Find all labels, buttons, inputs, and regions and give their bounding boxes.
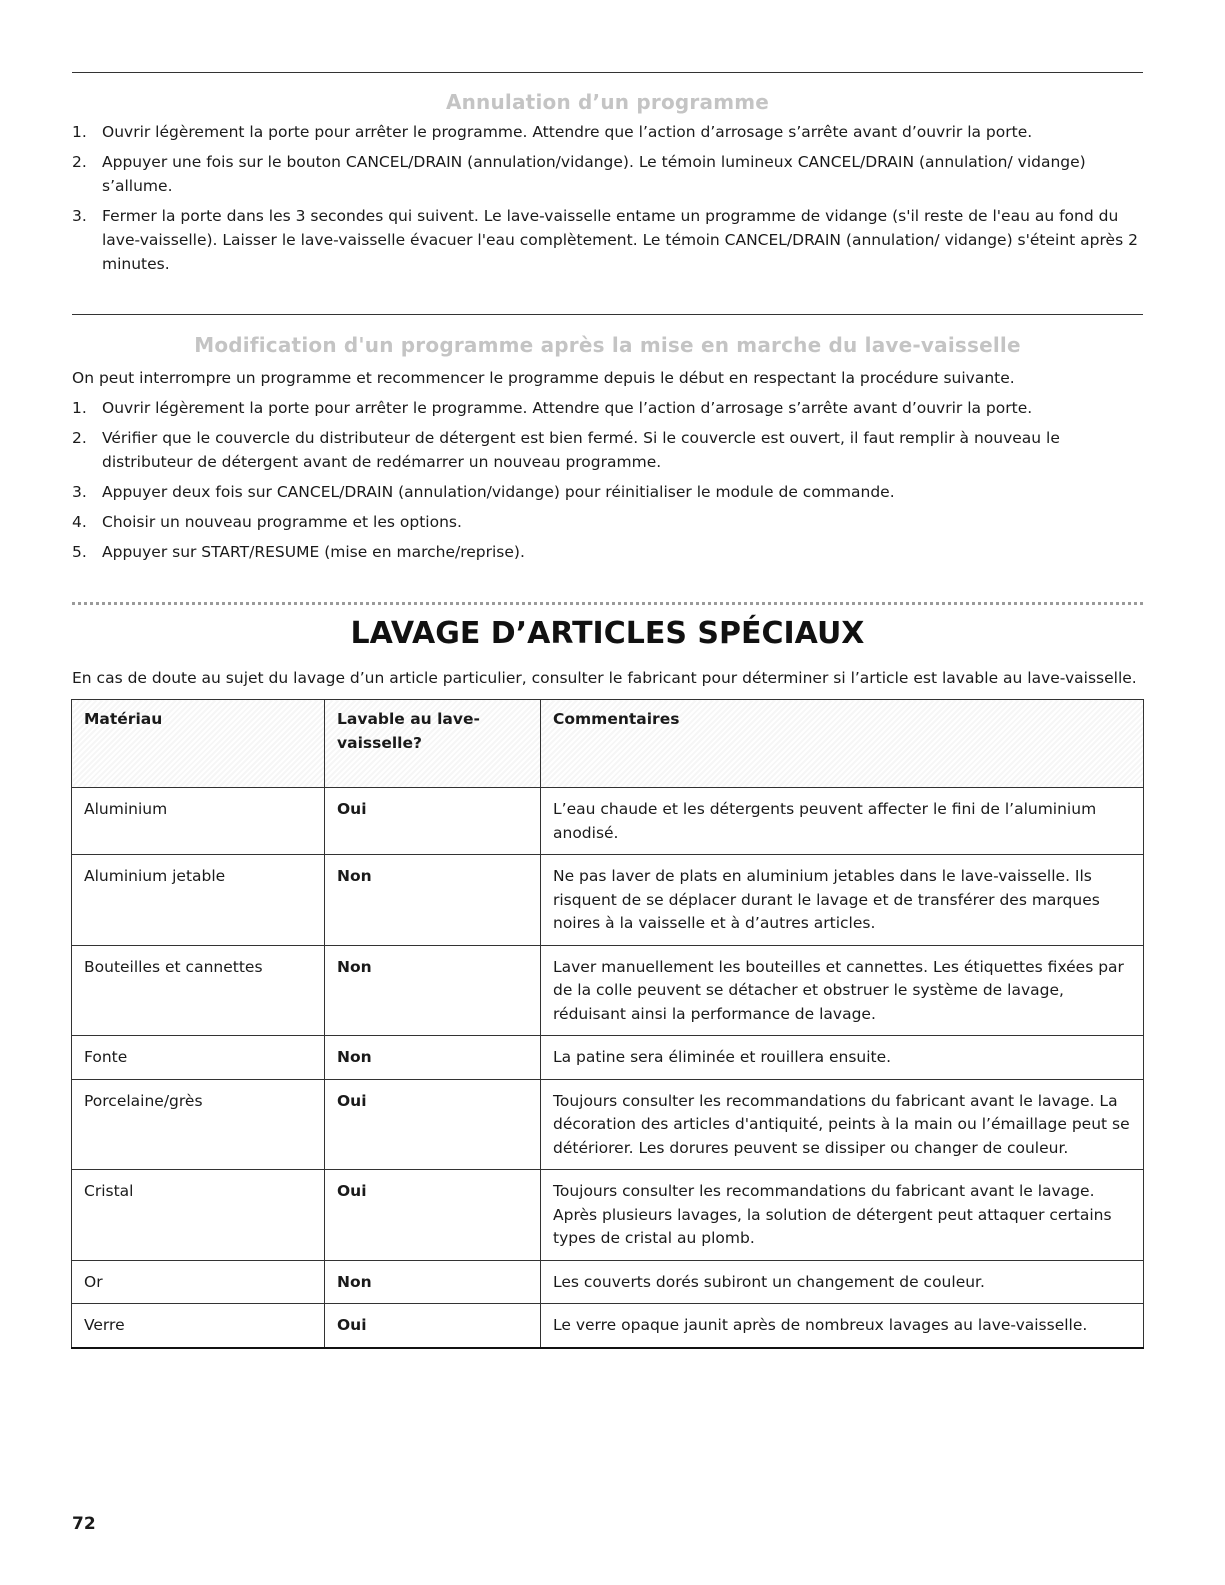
- step-text: Appuyer deux fois sur CANCEL/DRAIN (annulation/vidange) pour réinitialiser le module de commande.: [102, 483, 895, 501]
- table-row: [72, 1036, 1144, 1080]
- page-number: 72: [72, 1514, 96, 1534]
- step-text: Appuyer une fois sur le bouton CANCEL/DRAIN (annulation/vidange). Le témoin lumineux CANCEL/DRAIN (annulation/ vidange) s’allume.: [102, 153, 1086, 195]
- header-comments: Commentaires: [541, 700, 1144, 788]
- section-title-modify: Modification d'un programme après la mise en marche du lave-vaisselle: [194, 333, 1021, 357]
- table-row: [72, 1079, 1144, 1170]
- table-header-row: [72, 700, 1144, 788]
- cell-material: Aluminium: [72, 788, 325, 855]
- cell-material: Porcelaine/grès: [72, 1079, 325, 1170]
- cell-comment: Laver manuellement les bouteilles et cannettes. Les étiquettes fixées par de la colle peuvent se détacher et obstruer le système de lavage, réduisant ainsi la performance de lavage.: [541, 945, 1144, 1036]
- step-text: Ouvrir légèrement la porte pour arrêter le programme. Attendre que l’action d’arrosage s’arrête avant d’ouvrir la porte.: [102, 399, 1033, 417]
- special-intro: En cas de doute au sujet du lavage d’un article particulier, consulter le fabricant pour déterminer si l’article est lavable au lave-vaisselle.: [72, 669, 1137, 687]
- cell-washable: Oui: [325, 788, 541, 855]
- header-material: Matériau: [72, 700, 325, 788]
- dotted-divider: [72, 602, 1143, 605]
- table-row: [72, 1260, 1144, 1304]
- cell-comment: Le verre opaque jaunit après de nombreux lavages au lave-vaisselle.: [541, 1304, 1144, 1348]
- list-item: 1. Ouvrir légèrement la porte pour arrêter le programme. Attendre que l’action d’arrosage s’arrête avant d’ouvrir la porte.: [72, 123, 1033, 141]
- section-rule: [72, 314, 1143, 315]
- top-rule: [72, 72, 1143, 73]
- cell-material: Or: [72, 1260, 325, 1304]
- step-text: Appuyer sur START/RESUME (mise en marche/reprise).: [102, 543, 525, 561]
- special-items-table: [71, 699, 1144, 1349]
- step-text: Vérifier que le couvercle du distributeur de détergent est bien fermé. Si le couvercle est ouvert, il faut remplir à nouveau le distributeur de détergent avant de redémarrer un nouveau programme.: [102, 429, 1060, 471]
- section-title-cancel: Annulation d’un programme: [445, 90, 770, 114]
- list-item: 2. Vérifier que le couvercle du distributeur de détergent est bien fermé. Si le couvercle est ouvert, il faut remplir à nouveau le distributeur de détergent avant de redémarrer un nouveau programme.: [72, 429, 1060, 471]
- list-item: 4. Choisir un nouveau programme et les options.: [72, 513, 462, 531]
- cell-material: Fonte: [72, 1036, 325, 1080]
- cell-material: Bouteilles et cannettes: [72, 945, 325, 1036]
- cell-comment: Ne pas laver de plats en aluminium jetables dans le lave-vaisselle. Ils risquent de se déplacer durant le lavage et de transférer des marques noires à la vaisselle et à d’autres articles.: [541, 855, 1144, 946]
- table-row: [72, 788, 1144, 855]
- cell-material: Verre: [72, 1304, 325, 1348]
- list-item: 3. Appuyer deux fois sur CANCEL/DRAIN (annulation/vidange) pour réinitialiser le module de commande.: [72, 483, 895, 501]
- cell-washable: Oui: [325, 1170, 541, 1261]
- step-text: Ouvrir légèrement la porte pour arrêter le programme. Attendre que l’action d’arrosage s’arrête avant d’ouvrir la porte.: [102, 123, 1033, 141]
- cell-washable: Non: [325, 1260, 541, 1304]
- cell-washable: Oui: [325, 1079, 541, 1170]
- cell-comment: Toujours consulter les recommandations du fabricant avant le lavage. La décoration des articles d'antiquité, peints à la main ou l’émaillage peut se détériorer. Les dorures peuvent se dissiper ou changer de couleur.: [541, 1079, 1144, 1170]
- cell-comment: Les couverts dorés subiront un changement de couleur.: [541, 1260, 1144, 1304]
- cell-comment: Toujours consulter les recommandations du fabricant avant le lavage. Après plusieurs lavages, la solution de détergent peut attaquer certains types de cristal au plomb.: [541, 1170, 1144, 1261]
- cell-washable: Non: [325, 945, 541, 1036]
- step-text: Choisir un nouveau programme et les options.: [102, 513, 462, 531]
- modify-steps-list: [72, 396, 1144, 570]
- cell-washable: Oui: [325, 1304, 541, 1348]
- cell-comment: La patine sera éliminée et rouillera ensuite.: [541, 1036, 1144, 1080]
- step-text: Fermer la porte dans les 3 secondes qui suivent. Le lave-vaisselle entame un programme de vidange (s'il reste de l'eau au fond du lave-vaisselle). Laisser le lave-vaisselle évacuer l'eau complètement. Le témoin CANCEL/DRAIN (annulation/ vidange) s'éteint après 2 minutes.: [102, 207, 1138, 273]
- cancel-steps-list: [72, 120, 1144, 282]
- table-row: [72, 855, 1144, 946]
- cell-washable: Non: [325, 1036, 541, 1080]
- list-item: 1. Ouvrir légèrement la porte pour arrêter le programme. Attendre que l’action d’arrosage s’arrête avant d’ouvrir la porte.: [72, 399, 1033, 417]
- table-row: [72, 945, 1144, 1036]
- table-row: [72, 1170, 1144, 1261]
- cell-material: Cristal: [72, 1170, 325, 1261]
- table-row: [72, 1304, 1144, 1348]
- list-item: 3. Fermer la porte dans les 3 secondes qui suivent. Le lave-vaisselle entame un programme de vidange (s'il reste de l'eau au fond du lave-vaisselle). Laisser le lave-vaisselle évacuer l'eau complètement. Le témoin CANCEL/DRAIN (annulation/ vidange) s'éteint après 2 minutes.: [72, 207, 1138, 273]
- list-item: 5. Appuyer sur START/RESUME (mise en marche/reprise).: [72, 543, 525, 561]
- modify-intro: On peut interrompre un programme et recommencer le programme depuis le début en respectant la procédure suivante.: [72, 369, 1015, 387]
- cell-comment: L’eau chaude et les détergents peuvent affecter le fini de l’aluminium anodisé.: [541, 788, 1144, 855]
- page-title: LAVAGE D’ARTICLES SPÉCIAUX: [350, 616, 865, 651]
- header-washable: Lavable au lave-vaisselle?: [325, 700, 541, 788]
- list-item: 2. Appuyer une fois sur le bouton CANCEL/DRAIN (annulation/vidange). Le témoin lumineux CANCEL/DRAIN (annulation/ vidange) s’allume.: [72, 153, 1086, 195]
- cell-washable: Non: [325, 855, 541, 946]
- cell-material: Aluminium jetable: [72, 855, 325, 946]
